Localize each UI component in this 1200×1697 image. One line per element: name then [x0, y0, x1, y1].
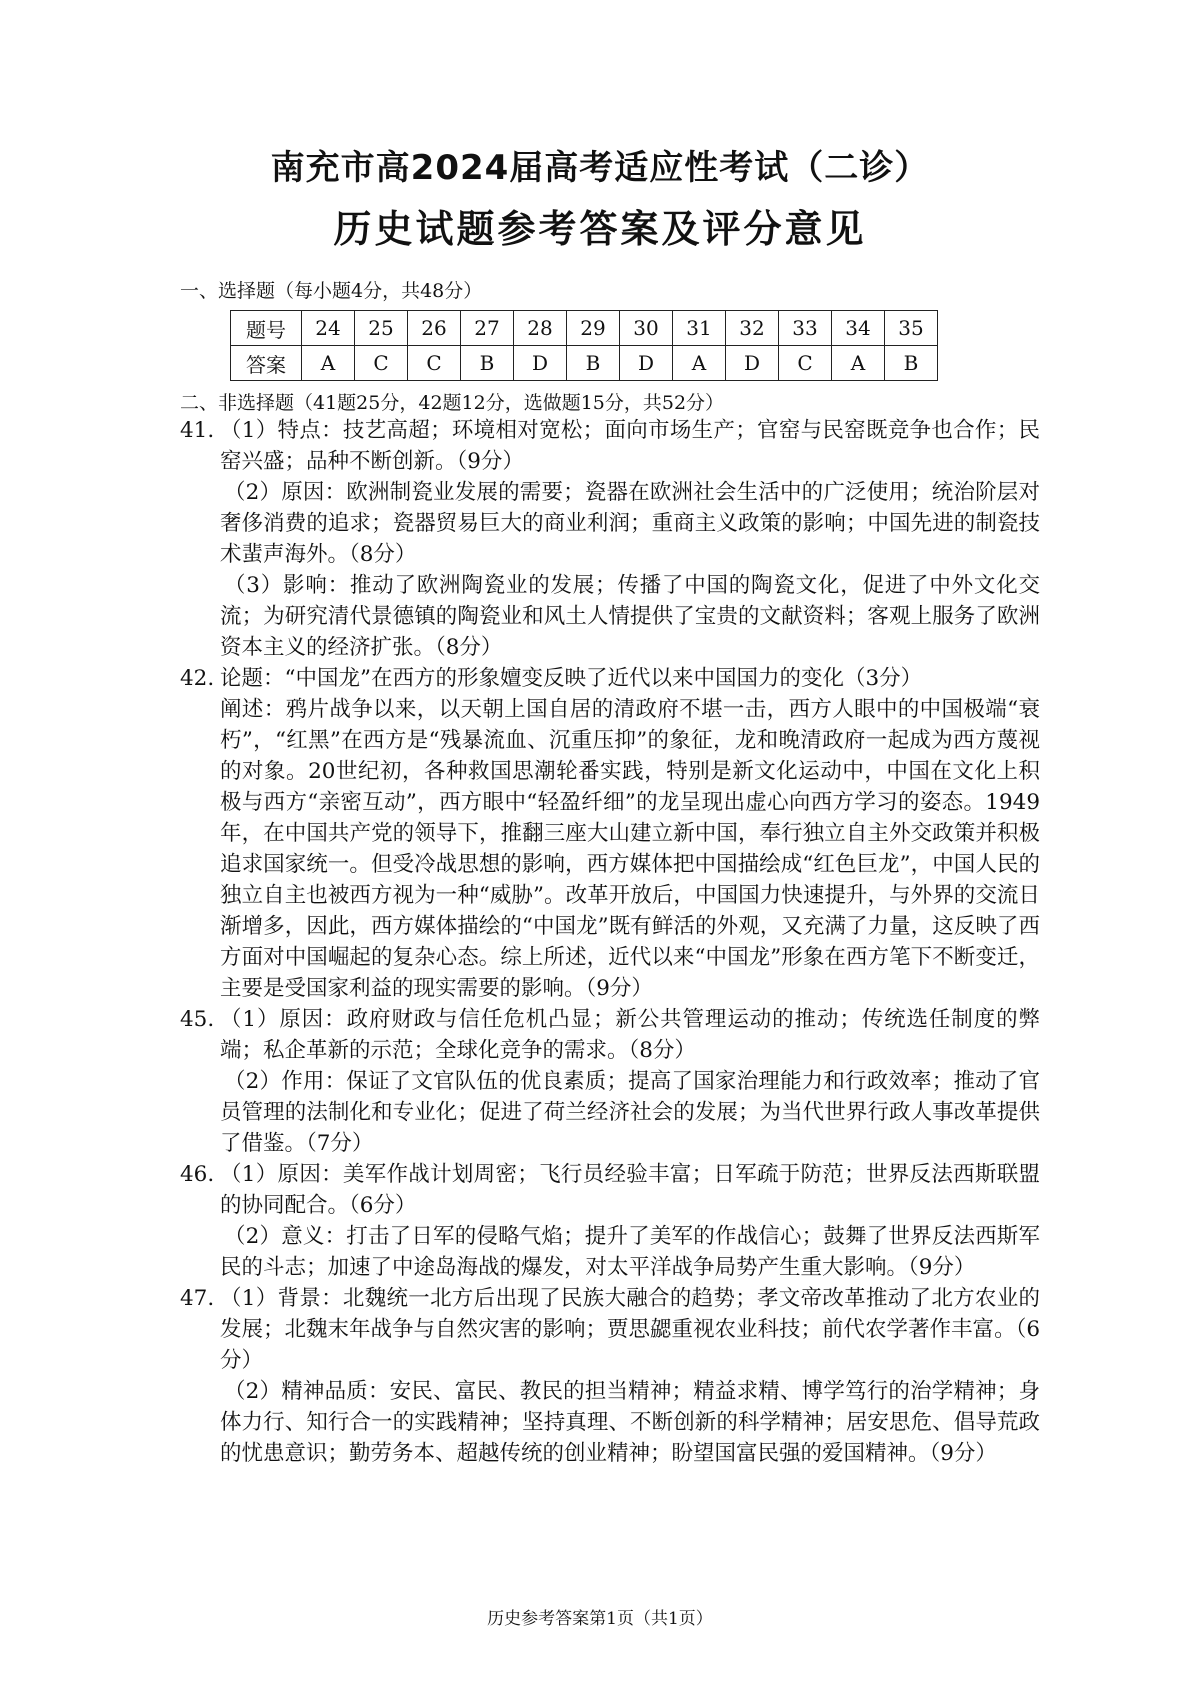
answer-letter: D: [514, 346, 567, 381]
question-46: [180, 1159, 1040, 1283]
answer-letter: C: [408, 346, 461, 381]
answer-letter: B: [461, 346, 514, 381]
multiple-choice-answer-table: [230, 310, 938, 381]
section-1-heading: 一、选择题（每小题4分，共48分）: [180, 280, 483, 302]
answer-letter: A: [673, 346, 726, 381]
answer-letter: C: [779, 346, 832, 381]
question-42: [180, 663, 1040, 1004]
answer-paragraph: （1）背景：北魏统一北方后出现了民族大融合的趋势；孝文帝改革推动了北方农业的发展；北魏末年战争与自然灾害的影响；贾思勰重视农业科技；前代农学著作丰富。（6分）: [220, 1286, 1040, 1373]
answer-paragraph: （2）意义：打击了日军的侵略气焰；提升了美军的作战信心；鼓舞了世界反法西斯军民的斗志；加速了中途岛海战的爆发，对太平洋战争局势产生重大影响。（9分）: [220, 1224, 1040, 1280]
answer-paragraph: （3）影响：推动了欧洲陶瓷业的发展；传播了中国的陶瓷文化，促进了中外文化交流；为研究清代景德镇的陶瓷业和风土人情提供了宝贵的文献资料；客观上服务了欧洲资本主义的经济扩张。（8分）: [220, 573, 1040, 660]
answer-paragraph: 论题：“中国龙”在西方的形象嬗变反映了近代以来中国国力的变化（3分）: [220, 666, 923, 691]
answer-paragraph: 阐述：鸦片战争以来，以天朝上国自居的清政府不堪一击，西方人眼中的中国极端“衰朽”，“红黑”在西方是“残暴流血、沉重压抑”的象征，龙和晚清政府一起成为西方蔑视的对象。20世纪初，各种救国思潮轮番实践，特别是新文化运动中，中国在文化上积极与西方“亲密互动”，西方眼中“轻盈纤细”的龙呈现出虚心向西方学习的姿态。1949年，在中国共产党的领导下，推翻三座大山建立新中国，奉行独立自主外交政策并积极追求国家统一。但受冷战思想的影响，西方媒体把中国描绘成“红色巨龙”，中国人民的独立自主也被西方视为一种“威胁”。改革开放后，中国国力快速提升，与外界的交流日渐增多，因此，西方媒体描绘的“中国龙”既有鲜活的外观，又充满了力量，这反映了西方面对中国崛起的复杂心态。综上所述，近代以来“中国龙”形象在西方笔下不断变迁，主要是受国家利益的现实需要的影响。（9分）: [220, 697, 1040, 1001]
question-number-label: 45.: [180, 1007, 215, 1032]
page-footer: 历史参考答案第1页（共1页）: [487, 1609, 713, 1629]
answer-paragraph: （1）特点：技艺高超；环境相对宽松；面向市场生产；官窑与民窑既竞争也合作；民窑兴盛；品种不断创新。（9分）: [220, 418, 1040, 474]
answer-paragraph: （2）原因：欧洲制瓷业发展的需要；瓷器在欧洲社会生活中的广泛使用；统治阶层对奢侈消费的追求；瓷器贸易巨大的商业利润；重商主义政策的影响；中国先进的制瓷技术蜚声海外。（8分）: [220, 480, 1040, 567]
question-41: [180, 415, 1040, 663]
question-number-row: [231, 311, 938, 346]
question-number-label: 46.: [180, 1162, 215, 1187]
answer-letter: C: [355, 346, 408, 381]
answer-letter: B: [567, 346, 620, 381]
question-number: 28: [514, 311, 567, 346]
row-label-question: 题号: [231, 311, 302, 346]
question-number: 24: [302, 311, 355, 346]
question-number-label: 47.: [180, 1286, 215, 1311]
answer-letter: B: [885, 346, 938, 381]
question-45: [180, 1004, 1040, 1159]
question-number: 32: [726, 311, 779, 346]
answer-paragraph: （1）原因：政府财政与信任危机凸显；新公共管理运动的推动；传统选任制度的弊端；私企革新的示范；全球化竞争的需求。（8分）: [220, 1007, 1040, 1063]
section-2-heading: 二、非选择题（41题25分，42题12分，选做题15分，共52分）: [180, 392, 725, 414]
document-subtitle: 历史试题参考答案及评分意见: [333, 207, 867, 251]
question-number: 31: [673, 311, 726, 346]
question-number: 34: [832, 311, 885, 346]
answer-letter: A: [832, 346, 885, 381]
answer-row: [231, 346, 938, 381]
question-number: 29: [567, 311, 620, 346]
document-title: 南充市高2024届高考适应性考试（二诊）: [270, 148, 930, 188]
question-number: 25: [355, 311, 408, 346]
answer-paragraph: （1）原因：美军作战计划周密；飞行员经验丰富；日军疏于防范；世界反法西斯联盟的协同配合。（6分）: [220, 1162, 1040, 1218]
row-label-answer: 答案: [231, 346, 302, 381]
answer-paragraph: （2）精神品质：安民、富民、教民的担当精神；精益求精、博学笃行的治学精神；身体力行、知行合一的实践精神；坚持真理、不断创新的科学精神；居安思危、倡导荒政的忧患意识；勤劳务本、超越传统的创业精神；盼望国富民强的爱国精神。（9分）: [220, 1379, 1040, 1466]
question-number-label: 42.: [180, 666, 215, 691]
answer-letter: D: [726, 346, 779, 381]
answer-letter: A: [302, 346, 355, 381]
question-number: 35: [885, 311, 938, 346]
question-number: 26: [408, 311, 461, 346]
question-number: 33: [779, 311, 832, 346]
answer-letter: D: [620, 346, 673, 381]
answer-body: [180, 415, 1040, 1469]
answer-paragraph: （2）作用：保证了文官队伍的优良素质；提高了国家治理能力和行政效率；推动了官员管理的法制化和专业化；促进了荷兰经济社会的发展；为当代世界行政人事改革提供了借鉴。（7分）: [220, 1069, 1040, 1156]
question-47: [180, 1283, 1040, 1469]
question-number: 27: [461, 311, 514, 346]
question-number-label: 41.: [180, 418, 215, 443]
question-number: 30: [620, 311, 673, 346]
